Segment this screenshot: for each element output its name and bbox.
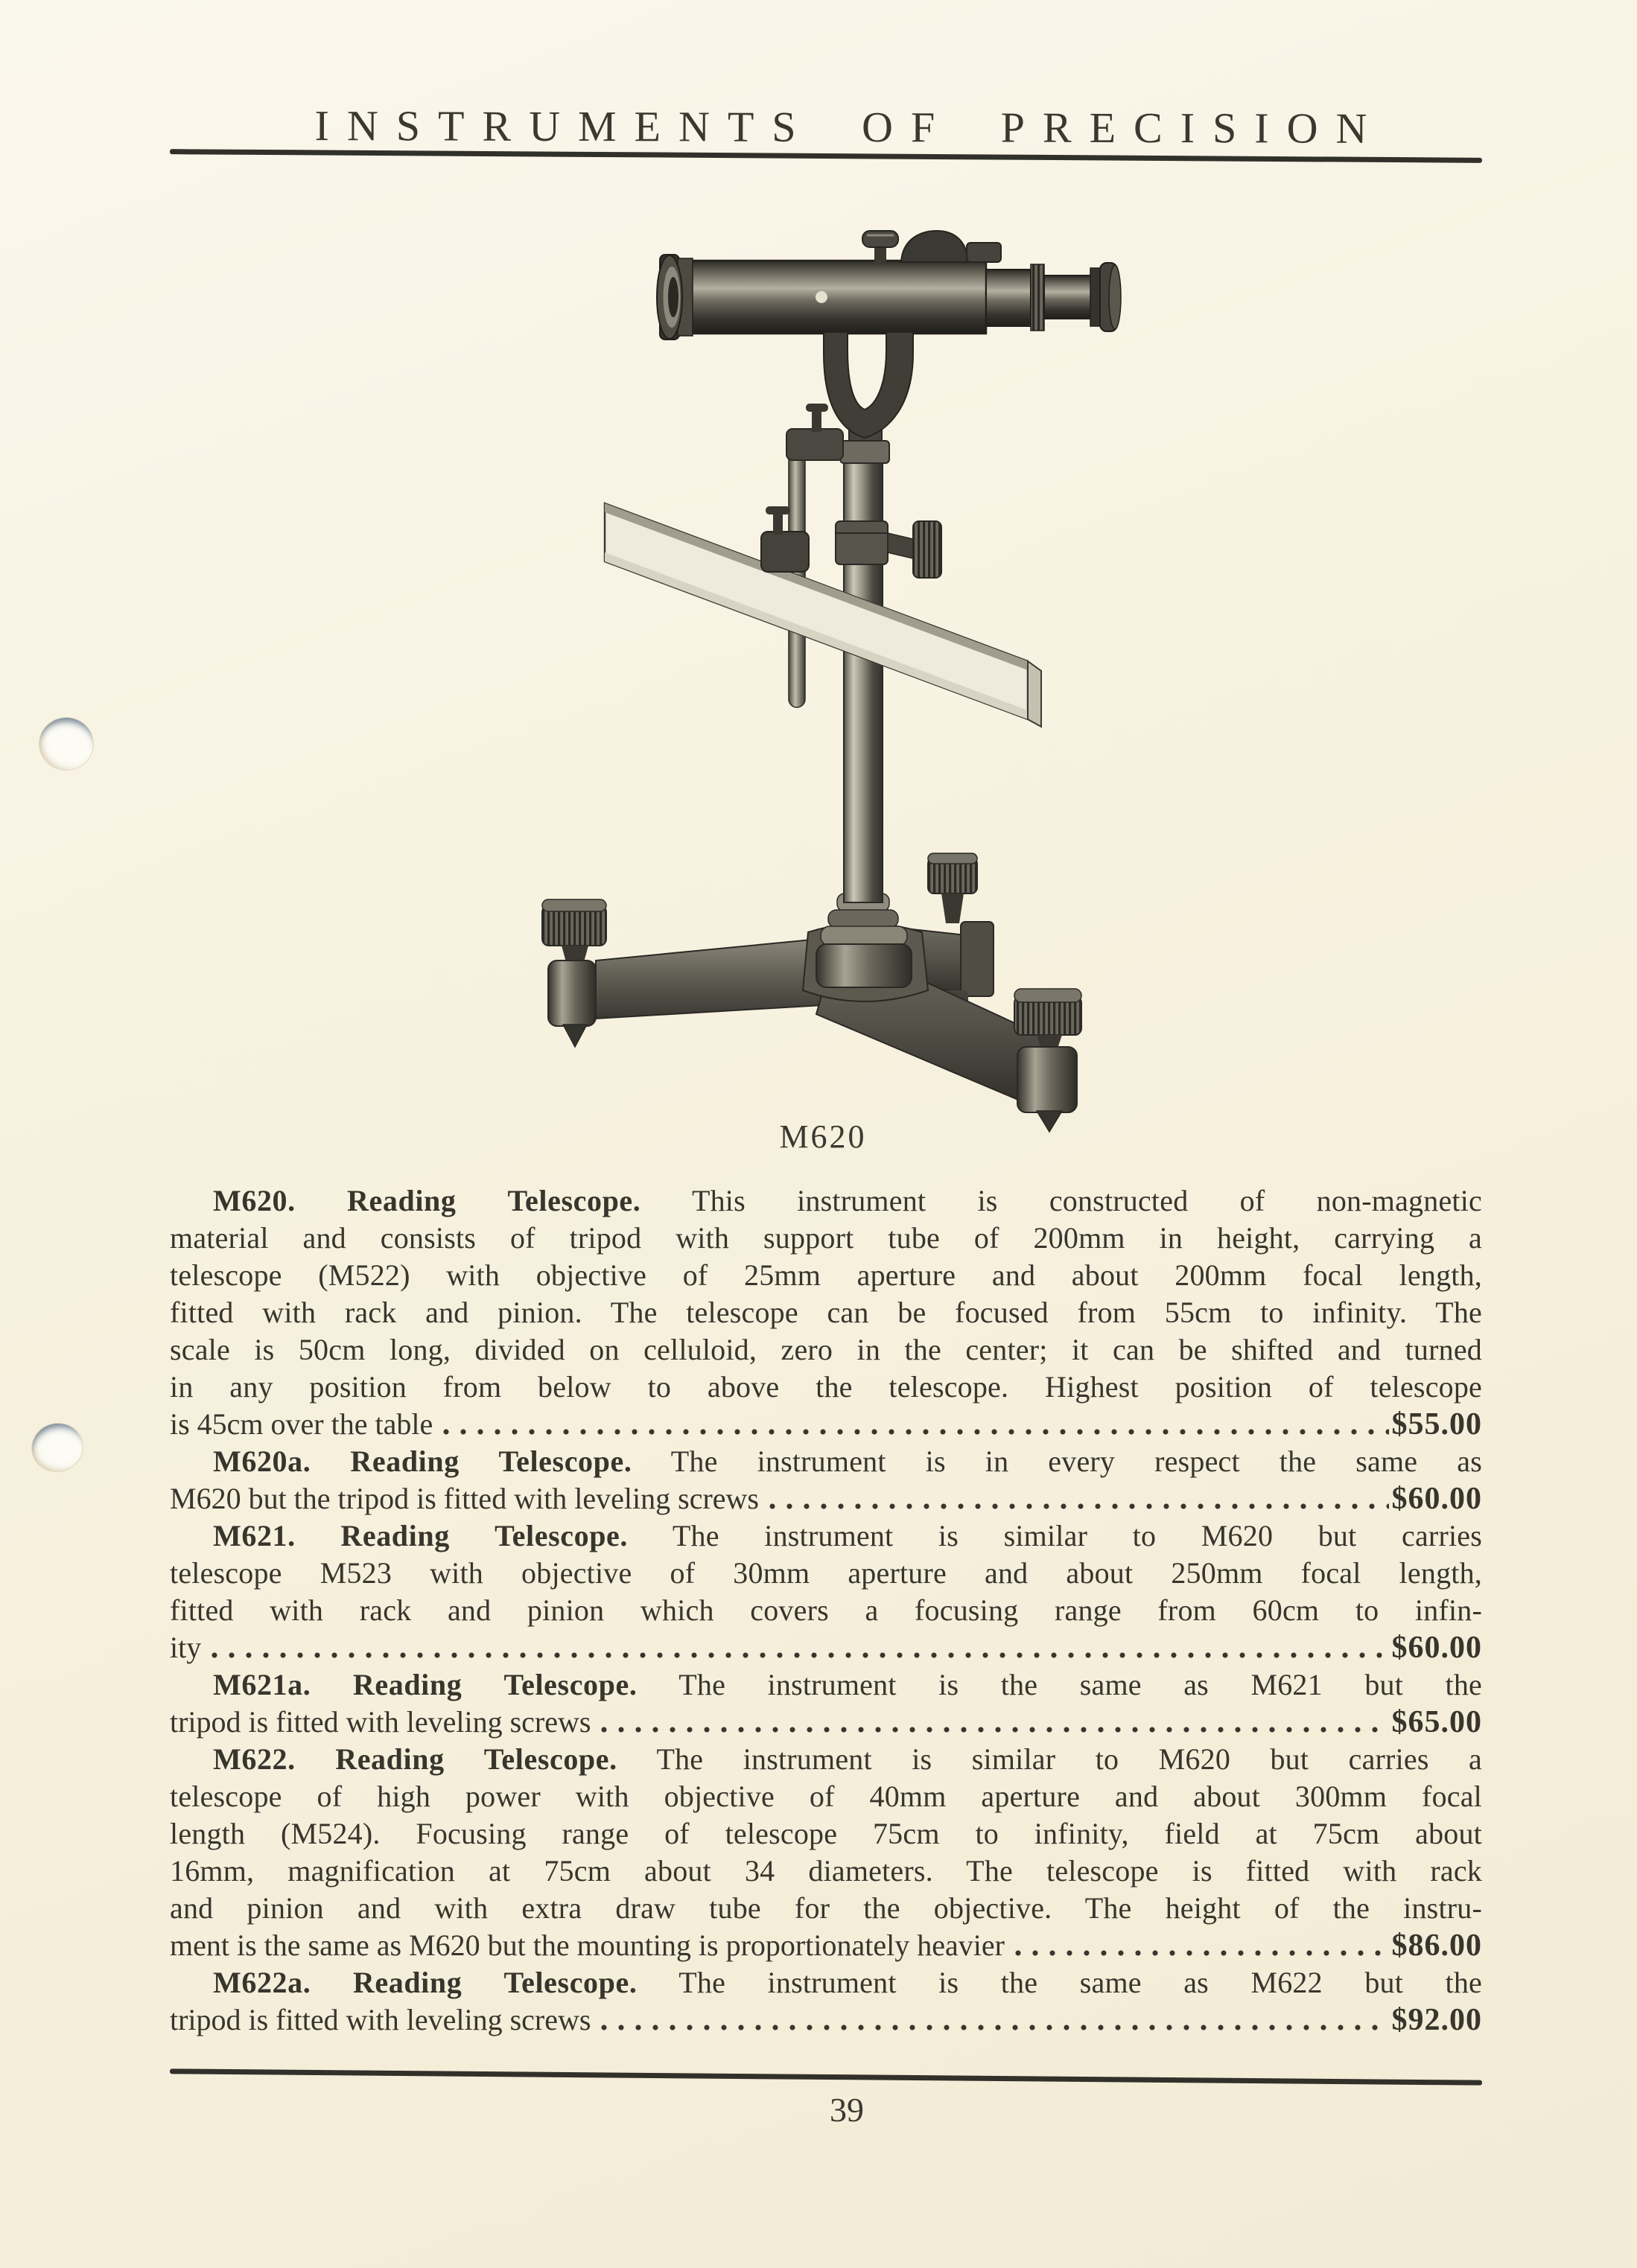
leveling-screw-back [928,853,977,923]
focus-pinion-housing [901,231,968,262]
listing-opening: The instrument is similar to M620 but carries [672,1519,1482,1552]
listing-m620a [170,1443,1482,1517]
footer-rule [170,2068,1482,2085]
listing-tail: ity [170,1631,202,1664]
listing-tail: is 45cm over the table [170,1407,433,1441]
price: $92.00 [1391,2003,1482,2037]
listing-opening: The instrument is in every respect the same as [670,1444,1482,1478]
yoke-mount [824,332,913,438]
reading-telescope-illustration [521,223,1132,1162]
model-number: M620. [213,1184,296,1217]
listing-line [170,1964,1482,2001]
listing-tail: tripod is fitted with leveling screws [170,2003,591,2036]
listing-tail: ment is the same as M620 but the mounting is proportionately heavier [170,1928,1005,1962]
price-line [170,1629,1482,1666]
product-name: Reading Telescope. [335,1742,617,1776]
product-name: Reading Telescope. [352,1668,638,1701]
listing-line [170,1666,1482,1704]
listing-line: and pinion and with extra draw tube for the objective. The height of the instru- [170,1891,1482,1925]
listing-line: scale is 50cm long, divided on celluloid, zero in the center; it can be shifted and turned [170,1333,1482,1366]
column-sleeve [840,441,889,463]
tripod-base [542,853,1081,1132]
listing-m621 [170,1517,1482,1666]
foot-spike-left [563,1025,587,1047]
page-header-title: INSTRUMENTS OF PRECISION [314,101,1385,153]
model-number: M620a. [213,1444,311,1478]
listing-m622 [170,1741,1482,1964]
model-number: M621a. [213,1668,311,1701]
listing-line: in any position from below to above the telescope. Highest position of telescope [170,1370,1482,1404]
listing-line [170,1182,1482,1220]
scale-bar [605,503,1041,727]
product-name: Reading Telescope. [350,1444,632,1478]
price: $65.00 [1391,1705,1482,1739]
model-number: M622a. [213,1966,311,1999]
foot-boss-front [1017,1047,1077,1112]
model-number: M621. [213,1519,296,1552]
price: $60.00 [1391,1631,1482,1665]
focus-rack-block [967,243,1001,262]
price-line [170,1406,1482,1443]
dot-leader [601,2022,1388,2032]
model-number: M622. [213,1742,296,1776]
listing-m622a [170,1964,1482,2039]
listing-line: fitted with rack and pinion. The telescope can be focused from 55cm to infinity. The [170,1296,1482,1329]
punch-hole [27,1418,88,1477]
dot-leader [443,1427,1388,1436]
page-number: 39 [830,2091,864,2129]
dot-leader [1015,1948,1389,1958]
punch-hole [39,718,93,770]
column-socket [816,944,912,987]
listing-line: 16mm, magnification at 75cm about 34 diameters. The telescope is fitted with rack [170,1854,1482,1888]
listing-line: telescope of high power with objective of 40mm aperture and about 300mm focal [170,1780,1482,1813]
listing-line: telescope (M522) with objective of 25mm aperture and about 200mm focal length, [170,1258,1482,1292]
product-name: Reading Telescope. [347,1184,641,1217]
listing-opening: The instrument is similar to M620 but carries a [656,1742,1482,1776]
price-line [170,1480,1482,1517]
telescope-tube [657,255,1121,340]
listing-m621a [170,1666,1482,1741]
price-line [170,2001,1482,2039]
listing-line: fitted with rack and pinion which covers a focusing range from 60cm to infin- [170,1593,1482,1627]
clamp-screw [862,231,898,264]
listing-opening: The instrument is the same as M622 but the [678,1966,1483,1999]
product-listings [170,1182,1482,2039]
price: $55.00 [1391,1407,1482,1442]
listing-tail: M620 but the tripod is fitted with leveling screws [170,1482,759,1515]
listing-opening: The instrument is the same as M621 but the [678,1668,1483,1701]
product-name: Reading Telescope. [352,1966,638,1999]
foot-boss-left [548,961,596,1026]
leveling-screw-left [542,899,606,962]
listing-line: material and consists of tripod with support tube of 200mm in height, carrying a [170,1221,1482,1255]
listing-tail: tripod is fitted with leveling screws [170,1705,591,1739]
tube-screw-hole [816,291,827,303]
price: $60.00 [1391,1482,1482,1516]
price-line [170,1927,1482,1964]
listing-line: telescope M523 with objective of 30mm aperture and about 250mm focal length, [170,1556,1482,1590]
product-name: Reading Telescope. [340,1519,629,1552]
dot-leader [769,1501,1389,1511]
dot-leader [601,1724,1388,1734]
listing-line [170,1517,1482,1555]
listing-line [170,1741,1482,1778]
listing-opening: This instrument is constructed of non-magnetic [691,1184,1482,1217]
listing-line: length (M524). Focusing range of telescope 75cm to infinity, field at 75cm about [170,1817,1482,1850]
price-line [170,1704,1482,1741]
listing-line [170,1443,1482,1480]
listing-m620 [170,1182,1482,1443]
objective-end [657,255,693,340]
figure-caption: M620 [779,1118,867,1155]
eyepiece-tube [986,263,1121,331]
price: $86.00 [1391,1928,1482,1963]
dot-leader [212,1650,1388,1660]
